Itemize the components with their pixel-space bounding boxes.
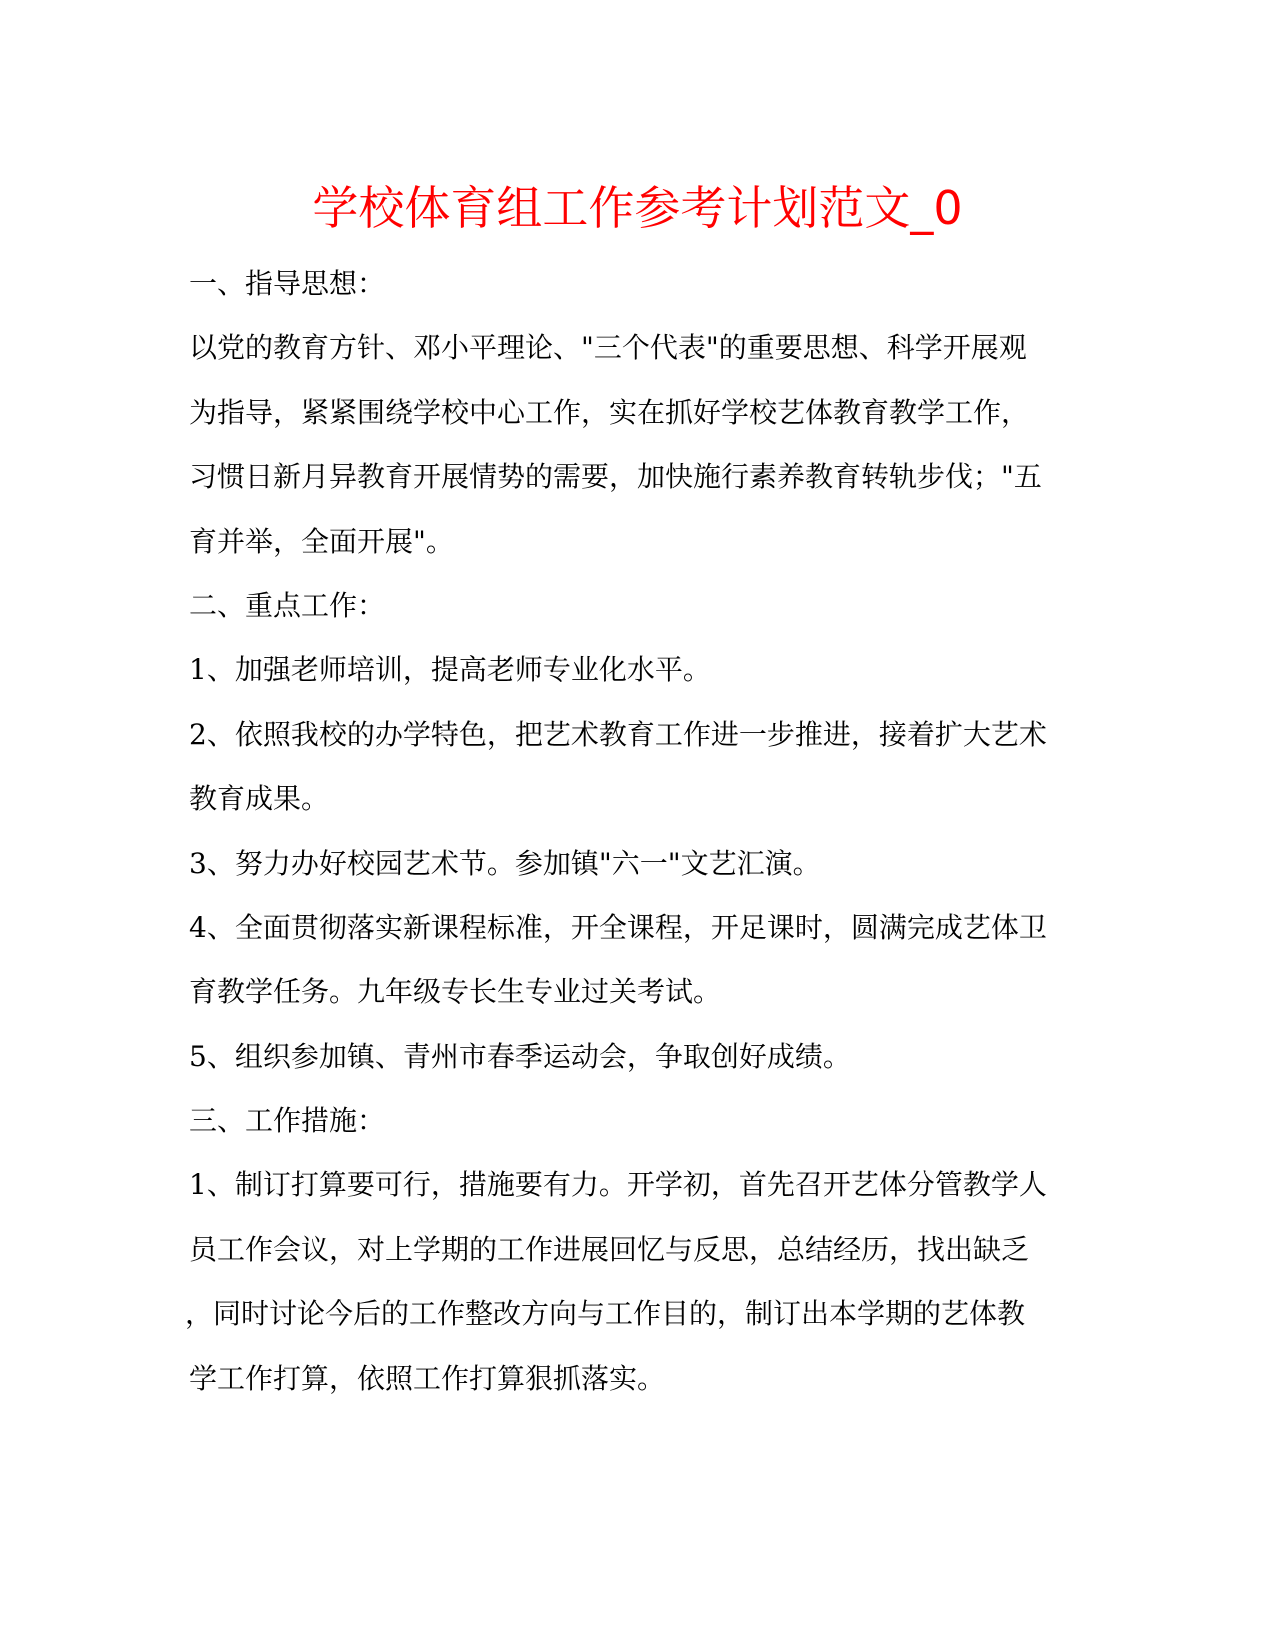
- list-item-continuation: 员工作会议，对上学期的工作进展回忆与反思，总结经历，找出缺乏: [189, 1232, 1030, 1266]
- paragraph-line: 习惯日新月异教育开展情势的需要，加快施行素养教育转轨步伐；"五: [189, 460, 1042, 494]
- section-heading-guiding-ideology: 一、指导思想：: [189, 267, 386, 300]
- list-item: 1、加强老师培训，提高老师专业化水平。: [189, 653, 711, 687]
- list-item: 2、依照我校的办学特色，把艺术教育工作进一步推进，接着扩大艺术: [189, 717, 1047, 751]
- paragraph-line: 育并举，全面开展"。: [189, 524, 454, 558]
- list-item: 1、制订打算要可行，措施要有力。开学初，首先召开艺体分管教学人: [189, 1168, 1047, 1202]
- document-body: [185, 252, 1089, 1411]
- list-item-continuation: 育教学任务。九年级专长生专业过关考试。: [189, 975, 722, 1009]
- list-item-continuation: 教育成果。: [189, 782, 330, 816]
- list-item: 4、全面贯彻落实新课程标准，开全课程，开足课时，圆满完成艺体卫: [189, 910, 1047, 944]
- section-heading-key-work: 二、重点工作：: [189, 588, 386, 622]
- paragraph-line: 以党的教育方针、邓小平理论、"三个代表"的重要思想、科学开展观: [189, 331, 1027, 365]
- paragraph-line: 为指导，紧紧围绕学校中心工作，实在抓好学校艺体教育教学工作，: [189, 395, 1030, 429]
- list-item-continuation: ，同时讨论今后的工作整改方向与工作目的，制订出本学期的艺体教: [185, 1297, 1026, 1331]
- document-title: 学校体育组工作参考计划范文_0: [312, 181, 963, 235]
- list-item: 3、努力办好校园艺术节。参加镇"六一"文艺汇演。: [189, 846, 821, 880]
- section-heading-work-measures: 三、工作措施：: [189, 1104, 386, 1138]
- list-item: 5、组织参加镇、青州市春季运动会，争取创好成绩。: [189, 1039, 851, 1073]
- list-item-continuation: 学工作打算，依照工作打算狠抓落实。: [189, 1361, 666, 1395]
